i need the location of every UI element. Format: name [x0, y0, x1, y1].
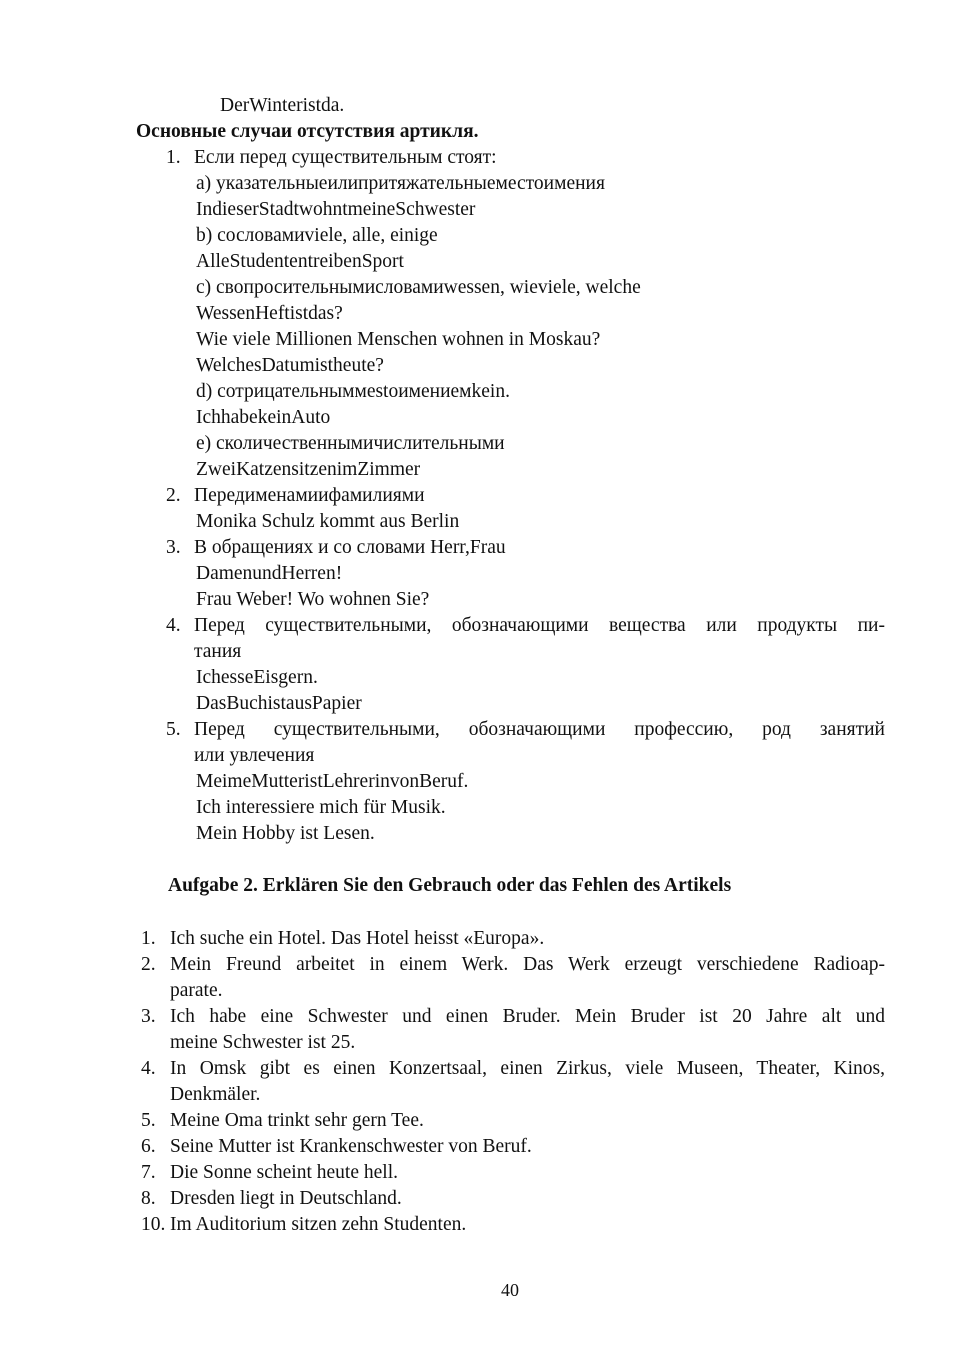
example-line: IndieserStadtwohntmeineSchwester — [196, 199, 476, 220]
exercise-item-text: Die Sonne scheint heute hell. — [170, 1162, 398, 1183]
rule-text: Если перед существительным стоят: — [194, 147, 497, 168]
exercise-item-text: Im Auditorium sitzen zehn Studenten. — [170, 1214, 467, 1235]
exercise-title: Aufgabe 2. Erklären Sie den Gebrauch oder das Fehlen des Artikels — [168, 875, 732, 896]
rule-number: 1. — [166, 147, 181, 168]
example-line: Wie viele Millionen Menschen wohnen in Moskau? — [196, 329, 601, 350]
exercise-item-text: Ich suche ein Hotel. Das Hotel heisst «Europa». — [170, 928, 545, 949]
exercise-item-number: 8. — [141, 1188, 156, 1209]
exercise-item-text: In Omsk gibt es einen Konzertsaal, einen Zirkus, viele Museen, Theater, Kinos, — [170, 1058, 885, 1079]
subrule-label: d) сотрицательныммestoимениемkein. — [196, 381, 510, 402]
rule-number: 2. — [166, 485, 181, 506]
example-line: WelchesDatumistheute? — [196, 355, 384, 376]
example-line: AlleStudententreibenSport — [196, 251, 404, 272]
subrule-label: a) указательныеилипритяжательныеместоимения — [196, 173, 605, 194]
exercise-item-text: Ich habe eine Schwester und einen Bruder. Mein Bruder ist 20 Jahre alt und — [170, 1006, 885, 1027]
rule-text: или увлечения — [194, 745, 315, 766]
exercise-item-text: Dresden liegt in Deutschland. — [170, 1188, 402, 1209]
section-heading: Основные случаи отсутствия артикля. — [136, 121, 479, 142]
exercise-item-number: 6. — [141, 1136, 156, 1157]
rule-text: Перед существительными, обозначающими вещества или продукты пи- — [194, 615, 885, 636]
rule-text: Передименамиифамилиями — [194, 485, 425, 506]
exercise-item-number: 10. — [141, 1214, 166, 1235]
exercise-item-number: 5. — [141, 1110, 156, 1131]
exercise-item-number: 7. — [141, 1162, 156, 1183]
exercise-item-text: Denkmäler. — [170, 1084, 261, 1105]
example-line: MeimeMutteristLehrerinvonBeruf. — [196, 771, 469, 792]
exercise-item-text: Mein Freund arbeitet in einem Werk. Das Werk erzeugt verschiedene Radioap- — [170, 954, 885, 975]
example-line: IchesseEisgern. — [196, 667, 318, 688]
example-line: Mein Hobby ist Lesen. — [196, 823, 375, 844]
exercise-item-text: Seine Mutter ist Krankenschwester von Beruf. — [170, 1136, 532, 1157]
subrule-label: e) сколичественнымичислительными — [196, 433, 505, 454]
rule-text: Перед существительными, обозначающими профессию, род занятий — [194, 719, 885, 740]
exercise-item-number: 2. — [141, 954, 156, 975]
example-line: Ich interessiere mich für Musik. — [196, 797, 446, 818]
example-line: Frau Weber! Wo wohnen Sie? — [196, 589, 430, 610]
subrule-label: c) свопросительнымисловамиwessen, wieviele, welche — [196, 277, 641, 298]
example-line: DamenundHerren! — [196, 563, 343, 584]
rule-text: тания — [194, 641, 242, 662]
exercise-item-text: meine Schwester ist 25. — [170, 1032, 356, 1053]
exercise-item-number: 3. — [141, 1006, 156, 1027]
rule-number: 4. — [166, 615, 181, 636]
example-line: DasBuchistausPapier — [196, 693, 362, 714]
rule-number: 5. — [166, 719, 181, 740]
page-number: 40 — [501, 1280, 519, 1300]
exercise-item-text: Meine Oma trinkt sehr gern Tee. — [170, 1110, 424, 1131]
example-line: WessenHeftistdas? — [196, 303, 343, 324]
example-line: IchhabekeinAuto — [196, 407, 331, 428]
example-line: DerWinteristda. — [220, 95, 345, 116]
exercise-item-text: parate. — [170, 980, 223, 1001]
example-line: Monika Schulz kommt aus Berlin — [196, 511, 460, 532]
example-line: ZweiKatzensitzenimZimmer — [196, 459, 421, 480]
rule-number: 3. — [166, 537, 181, 558]
exercise-item-number: 1. — [141, 928, 156, 949]
subrule-label: b) сословамиviele, alle, einige — [196, 225, 438, 246]
exercise-item-number: 4. — [141, 1058, 156, 1079]
rule-text: В обращениях и со словами Herr,Frau — [194, 537, 506, 558]
